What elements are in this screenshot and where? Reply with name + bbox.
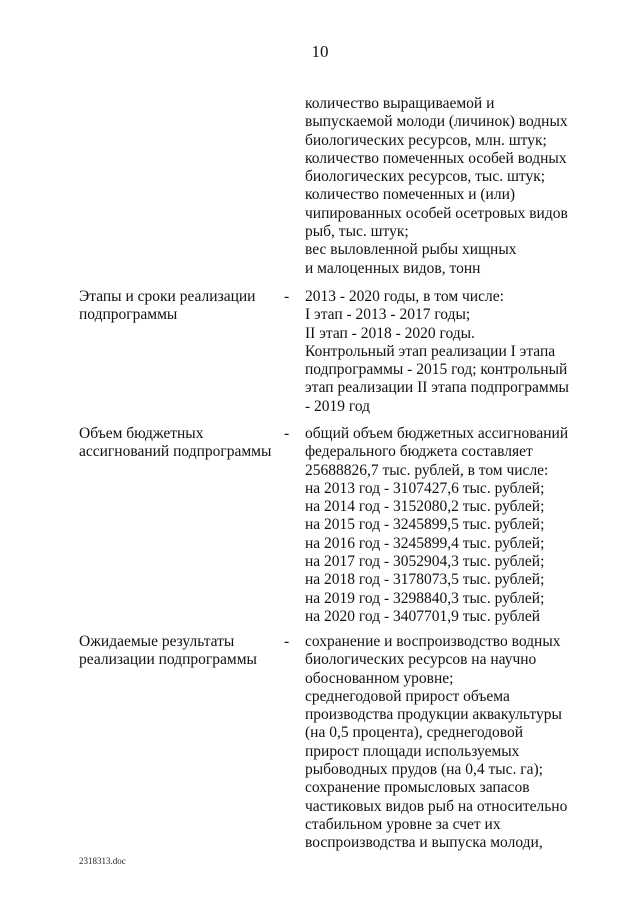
section-label xyxy=(79,633,279,670)
intro-line: количество помеченных и (или) xyxy=(305,186,516,204)
section-dash: - xyxy=(284,288,290,305)
text-line: сохранение промысловых запасов xyxy=(305,779,530,797)
label-line: реализации подпрограммы xyxy=(79,651,257,669)
intro-line: вес выловленной рыбы хищных xyxy=(305,241,517,259)
footer-filename: 2318313.doc xyxy=(79,856,126,866)
text-line: среднегодовой прирост объема xyxy=(305,687,510,705)
text-line: Контрольный этап реализации I этапа xyxy=(305,342,556,360)
text-line: биологических ресурсов на научно xyxy=(305,651,537,669)
label-line: Объем бюджетных xyxy=(79,425,204,442)
text-line: стабильном уровне за счет их xyxy=(305,815,501,833)
section-label xyxy=(79,288,279,325)
intro-line: биологических ресурсов, млн. штук; xyxy=(305,131,547,149)
text-line: (на 0,5 процента), среднегодовой xyxy=(305,724,524,742)
label-line: ассигнований подпрограммы xyxy=(79,443,272,461)
text-line: общий объем бюджетных ассигнований xyxy=(305,425,569,442)
text-line: подпрограммы - 2015 год; контрольный xyxy=(305,361,568,379)
text-line: на 2015 год - 3245899,5 тыс. рублей; xyxy=(305,516,545,534)
section-text xyxy=(305,633,595,853)
text-line: прирост площади используемых xyxy=(305,742,520,760)
text-line: рыбоводных прудов (на 0,4 тыс. га); xyxy=(305,761,543,779)
text-line: I этап - 2013 - 2017 годы; xyxy=(305,306,471,324)
text-line: 2013 - 2020 годы, в том числе: xyxy=(305,288,504,305)
intro-line: чипированных особей осетровых видов xyxy=(305,204,568,222)
label-line: Ожидаемые результаты xyxy=(79,633,235,650)
text-line: на 2014 год - 3152080,2 тыс. рублей; xyxy=(305,498,545,516)
label-line: Этапы и сроки реализации xyxy=(79,288,256,305)
text-line: на 2016 год - 3245899,4 тыс. рублей; xyxy=(305,534,545,552)
section-text xyxy=(305,288,595,416)
intro-text xyxy=(305,95,595,278)
intro-line: выпускаемой молоди (личинок) водных xyxy=(305,113,568,131)
text-line: - 2019 год xyxy=(305,397,371,415)
text-line: сохранение и воспроизводство водных xyxy=(305,633,561,650)
text-line: производства продукции аквакультуры xyxy=(305,706,562,724)
text-line: II этап - 2018 - 2020 годы. xyxy=(305,324,475,342)
text-line: обоснованном уровне; xyxy=(305,669,454,687)
text-line: этап реализации II этапа подпрограммы xyxy=(305,379,569,397)
intro-line: биологических ресурсов, тыс. штук; xyxy=(305,168,546,186)
text-line: на 2013 год - 3107427,6 тыс. рублей; xyxy=(305,479,545,497)
text-line: на 2018 год - 3178073,5 тыс. рублей; xyxy=(305,571,545,589)
text-line: воспроизводства и выпуска молоди, xyxy=(305,834,543,852)
intro-line: и малоценных видов, тонн xyxy=(305,259,481,277)
section-label xyxy=(79,425,279,462)
text-line: 25688826,7 тыс. рублей, в том числе: xyxy=(305,461,549,479)
section-text xyxy=(305,425,595,626)
page-number: 10 xyxy=(311,42,329,61)
intro-line: количество выращиваемой и xyxy=(305,95,495,112)
text-line: частиковых видов рыб на относительно xyxy=(305,797,568,815)
text-line: на 2020 год - 3407701,9 тыс. рублей xyxy=(305,607,541,625)
intro-line: рыб, тыс. штук; xyxy=(305,223,409,241)
section-dash: - xyxy=(284,425,290,442)
intro-line: количество помеченных особей водных xyxy=(305,149,567,167)
text-line: на 2019 год - 3298840,3 тыс. рублей; xyxy=(305,589,545,607)
label-line: подпрограммы xyxy=(79,306,178,324)
section-dash: - xyxy=(284,633,290,650)
text-line: на 2017 год - 3052904,3 тыс. рублей; xyxy=(305,553,545,571)
text-line: федерального бюджета составляет xyxy=(305,443,533,461)
